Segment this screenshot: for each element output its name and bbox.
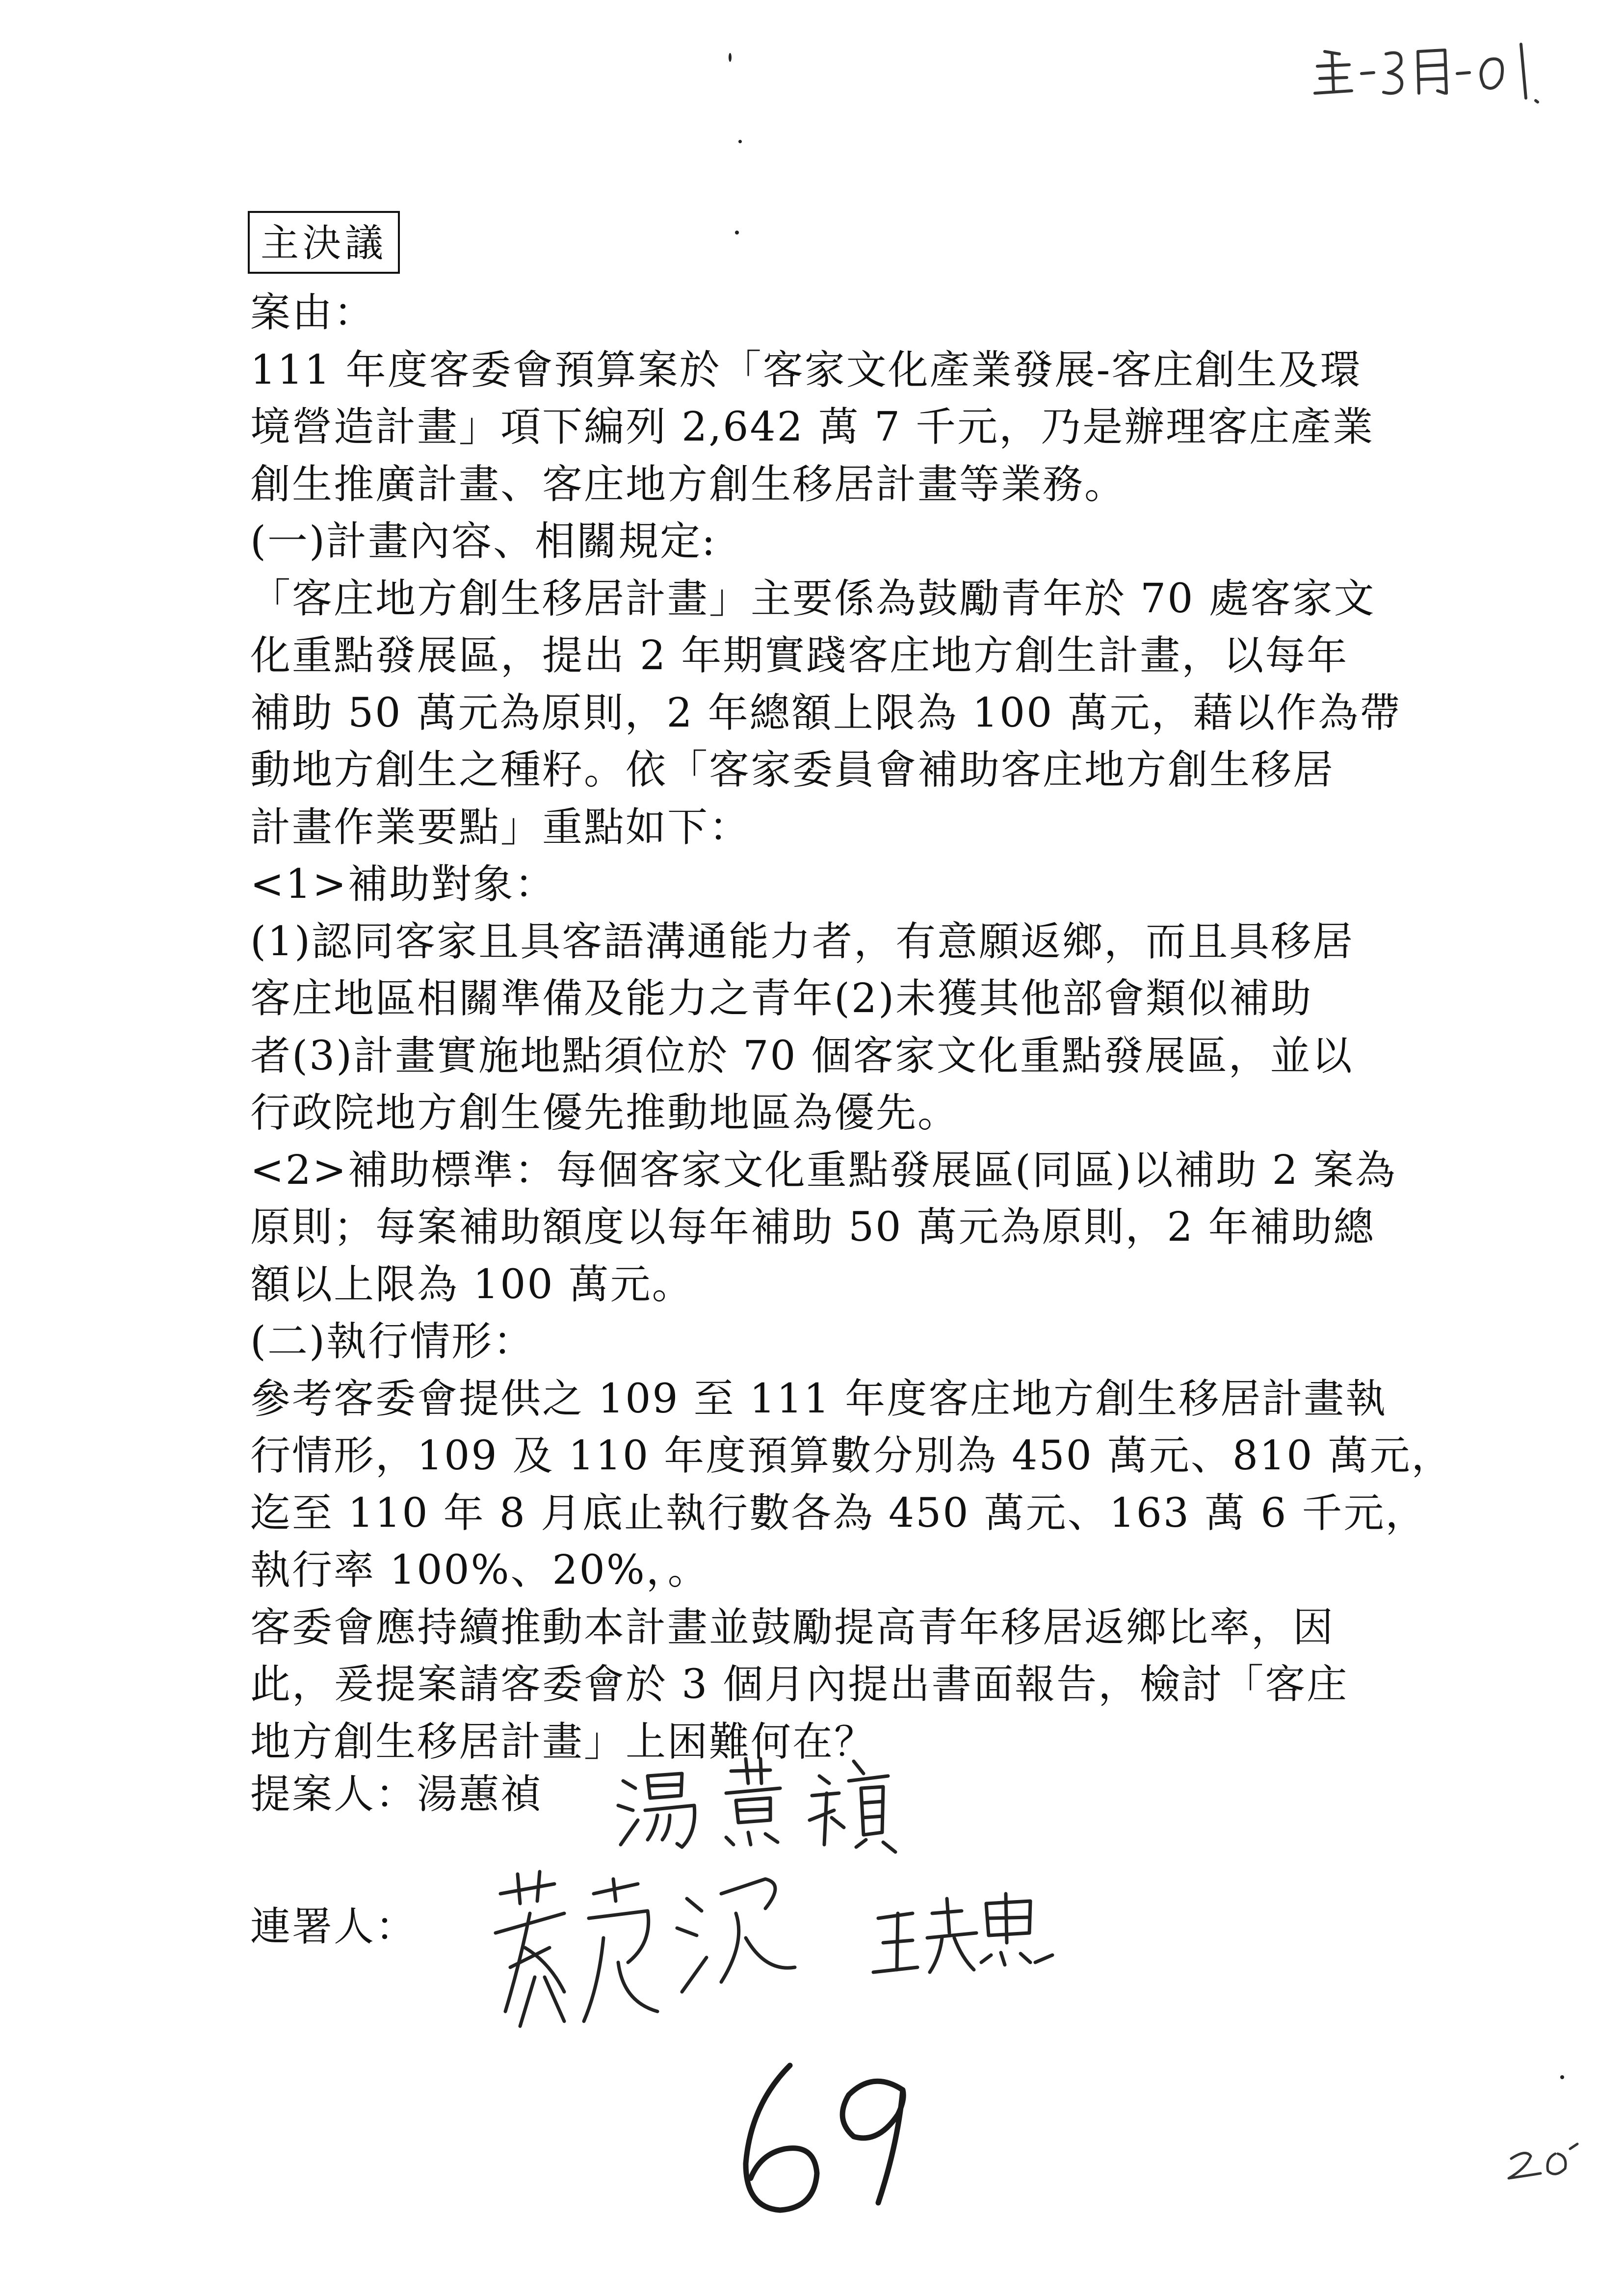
scan-speck <box>1560 2075 1564 2079</box>
page-number <box>716 2046 942 2232</box>
cosigner-signatures <box>491 1864 1153 2041</box>
motion-line: 原則；每案補助額度以每年補助 50 萬元為原則，2 年補助總 <box>250 1204 1375 1251</box>
motion-line: (一)計畫內容、相關規定: <box>250 518 717 565</box>
motion-line: 迄至 110 年 8 月底止執行數各為 450 萬元、163 萬 6 千元， <box>250 1489 1427 1537</box>
motion-line: 參考客委會提供之 109 至 111 年度客庄地方創生移居計畫執 <box>250 1375 1388 1422</box>
motion-line: 計畫作業要點」重點如下： <box>250 804 751 851</box>
motion-line: 地方創生移居計畫」上困難何在？ <box>250 1718 876 1765</box>
proposer-signature <box>608 1747 962 1859</box>
motion-line: 案由： <box>250 289 376 336</box>
scan-speck <box>735 231 739 235</box>
motion-line: 行政院地方創生優先推動地區為優先。 <box>250 1090 960 1136</box>
scan-speck <box>729 53 732 62</box>
motion-line: 額以上限為 100 萬元。 <box>250 1261 694 1308</box>
motion-line: 此，爰提案請客委會於 3 個月內提出書面報告，檢討「客庄 <box>250 1661 1349 1708</box>
motion-line: (1)認同客家且具客語溝通能力者，有意願返鄉，而且具移居 <box>250 918 1355 965</box>
document-label: 主決議 <box>248 211 400 274</box>
motion-line: 創生推廣計畫、客庄地方創生移居計畫等業務。 <box>250 461 1126 508</box>
corner-mark <box>1496 2129 1590 2188</box>
scan-speck <box>738 140 742 143</box>
motion-line: 者(3)計畫實施地點須位於 70 個客家文化重點發展區，並以 <box>250 1032 1354 1079</box>
cosigner-label: 連署人： <box>250 1904 418 1950</box>
motion-line: 動地方創生之種籽。依「客家委員會補助客庄地方創生移居 <box>250 747 1335 793</box>
motion-line: 客庄地區相關準備及能力之青年(2)未獲其他部會類似補助 <box>250 975 1313 1022</box>
motion-line: 執行率 100%、20%，。 <box>250 1547 709 1593</box>
motion-line: 客委會應持續推動本計畫並鼓勵提高青年移居返鄉比率，因 <box>250 1604 1335 1651</box>
motion-line: 補助 50 萬元為原則，2 年總額上限為 100 萬元，藉以作為帶 <box>250 689 1402 736</box>
motion-body <box>250 285 1453 1771</box>
header-stamp <box>1305 25 1570 108</box>
proposer-label: 提案人：湯蕙禎 <box>250 1771 543 1818</box>
motion-line: 111 年度客委會預算案於「客家文化產業發展-客庄創生及環 <box>250 346 1362 393</box>
motion-line: 行情形，109 及 110 年度預算數分別為 450 萬元、810 萬元， <box>250 1433 1453 1479</box>
motion-line: <1>補助對象： <box>250 861 556 908</box>
motion-line: <2>補助標準：每個客家文化重點發展區(同區)以補助 2 案為 <box>250 1147 1397 1194</box>
motion-line: 「客庄地方創生移居計畫」主要係為鼓勵青年於 70 處客家文 <box>250 575 1376 622</box>
motion-line: 化重點發展區，提出 2 年期實踐客庄地方創生計畫，以每年 <box>250 632 1349 679</box>
motion-line: (二)執行情形： <box>250 1318 535 1365</box>
motion-line: 境營造計畫」項下編列 2,642 萬 7 千元，乃是辦理客庄產業 <box>250 404 1375 450</box>
